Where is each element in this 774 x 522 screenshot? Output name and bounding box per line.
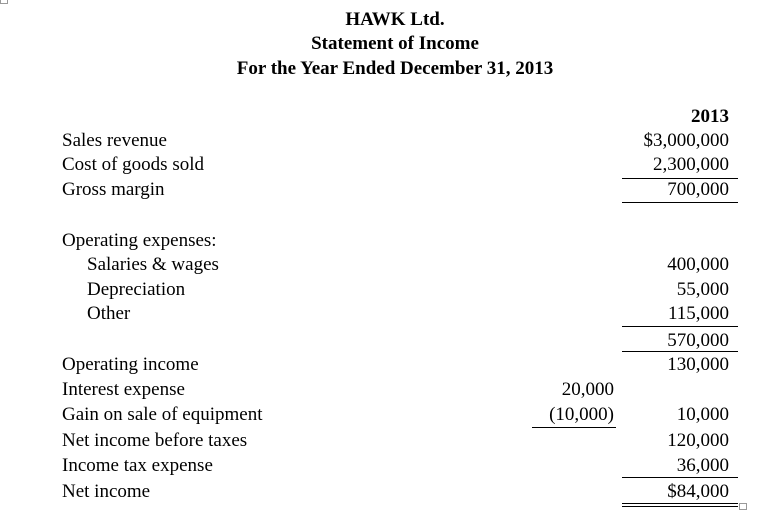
interest-expense-label: Interest expense [62,379,185,400]
cogs-amount: 2,300,000 [653,154,729,175]
gain-on-sale-sub-amount: (10,000) [549,404,614,425]
net-before-taxes-amount: 120,000 [667,430,729,451]
salaries-label: Salaries & wages [87,254,219,275]
gross-margin-label: Gross margin [62,179,165,200]
bottom-right-corner-mark [739,503,747,510]
operating-income-amount: 130,000 [667,354,729,375]
income-tax-label: Income tax expense [62,455,213,476]
net-income-double-underline-bottom [622,506,738,507]
salaries-amount: 400,000 [667,254,729,275]
interest-expense-amount: 20,000 [561,379,614,400]
total-operating-underline [622,351,738,352]
operating-income-label: Operating income [62,354,199,375]
top-left-corner-mark [0,0,8,4]
other-underline [622,326,738,327]
company-name: HAWK Ltd. [345,9,445,30]
gross-margin-amount: 700,000 [667,179,729,200]
statement-period: For the Year Ended December 31, 2013 [236,58,554,79]
depreciation-amount: 55,000 [676,279,729,300]
other-label: Other [87,303,131,324]
gain-on-sale-net-amount: 10,000 [676,404,729,425]
other-amount: 115,000 [667,303,729,324]
net-before-taxes-label: Net income before taxes [62,430,248,451]
total-operating-amount: 570,000 [667,330,729,351]
operating-expenses-label: Operating expenses: [62,230,217,251]
sales-revenue-amount: $3,000,000 [643,130,729,151]
sales-revenue-label: Sales revenue [62,130,167,151]
year-column-header: 2013 [691,106,729,127]
net-income-amount: $84,000 [667,481,729,502]
net-income-double-underline-top [622,503,738,504]
depreciation-label: Depreciation [87,279,186,300]
gain-sub-underline [532,427,616,428]
net-income-label: Net income [62,481,151,502]
statement-title: Statement of Income [311,33,479,54]
cogs-label: Cost of goods sold [62,154,204,175]
gain-on-sale-label: Gain on sale of equipment [62,404,263,425]
income-tax-amount: 36,000 [676,455,729,476]
gross-margin-underline [622,202,738,203]
income-tax-underline [622,477,738,478]
